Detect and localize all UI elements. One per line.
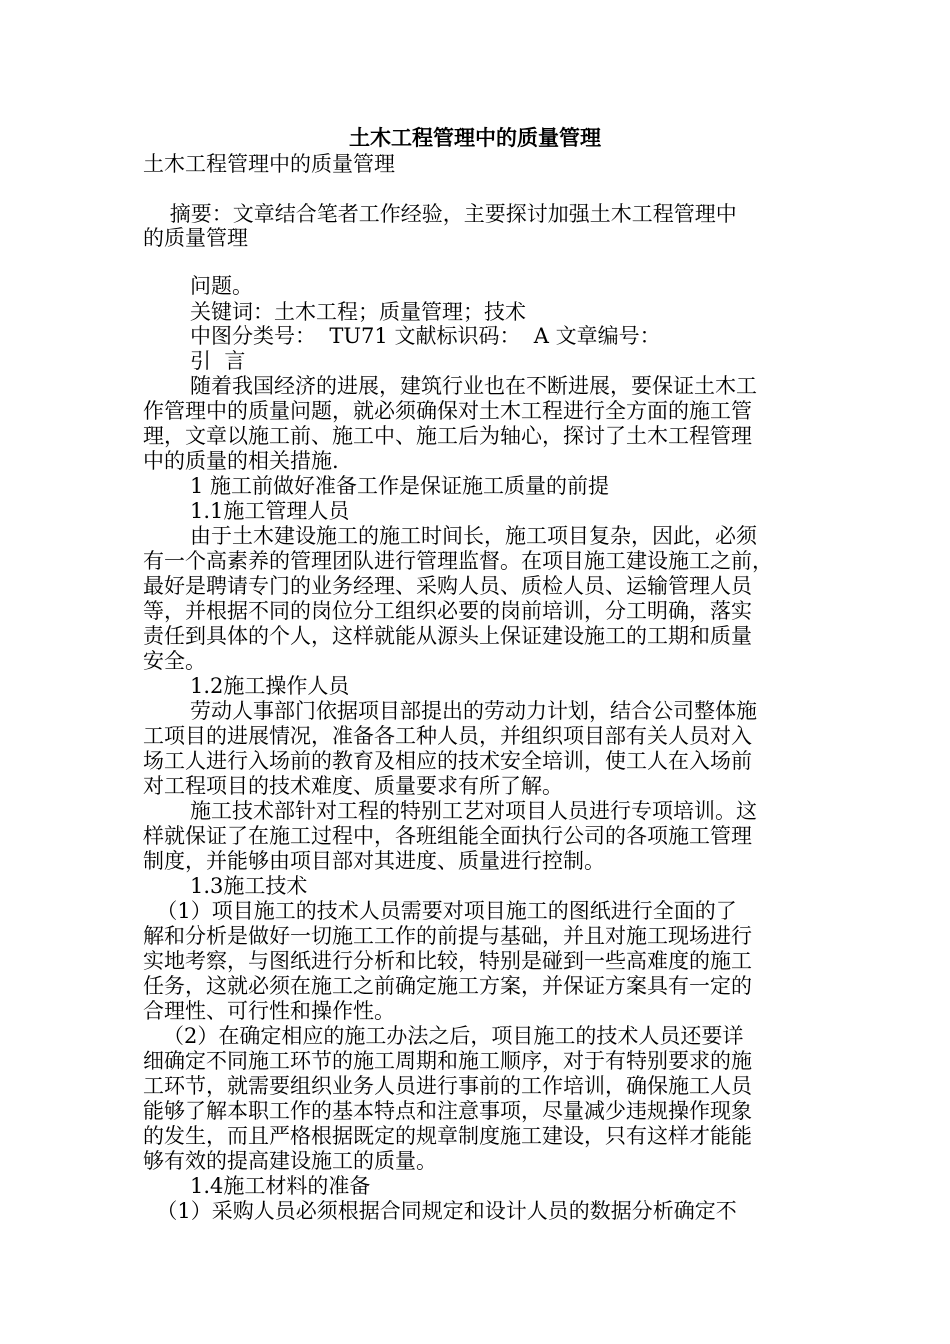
paragraph-line: 由于土木建设施工的施工时间长，施工项目复杂，因此，必须 [190, 524, 757, 548]
paragraph-line: 劳动人事部门依据项目部提出的劳动力计划，结合公司整体施 [190, 699, 757, 723]
paragraph-line: 场工人进行入场前的教育及相应的技术安全培训，使工人在入场前 [143, 749, 752, 773]
paragraph-line: （1）项目施工的技术人员需要对项目施工的图纸进行全面的了 [143, 899, 737, 923]
paragraph-line: 工项目的进展情况，准备各工种人员，并组织项目部有关人员对入 [143, 724, 752, 748]
section-heading: 1 施工前做好准备工作是保证施工质量的前提 [190, 474, 610, 498]
subtitle-line: 土木工程管理中的质量管理 [143, 152, 395, 176]
paragraph-line: 合理性、可行性和操作性。 [143, 999, 395, 1023]
paragraph-line: 对工程项目的技术难度、质量要求有所了解。 [143, 774, 563, 798]
document-title: 土木工程管理中的质量管理 [349, 125, 601, 150]
paragraph-line: 工环节，就需要组织业务人员进行事前的工作培训，确保施工人员 [143, 1074, 752, 1098]
paragraph-line: 等，并根据不同的岗位分工组织必要的岗前培训，分工明确，落实 [143, 599, 752, 623]
paragraph-line: 够有效的提高建设施工的质量。 [143, 1149, 437, 1173]
paragraph-line: 作管理中的质量问题，就必须确保对土木工程进行全方面的施工管 [143, 399, 752, 423]
subsection-heading: 1.3施工技术 [190, 874, 308, 898]
paragraph-line: 最好是聘请专门的业务经理、采购人员、质检人员、运输管理人员 [143, 574, 752, 598]
classification-line: 中图分类号： TU71 文献标识码： A 文章编号： [190, 324, 661, 348]
paragraph-line: 中的质量的相关措施. [143, 449, 339, 473]
paragraph-line: 能够了解本职工作的基本特点和注意事项，尽量减少违规操作现象 [143, 1099, 752, 1123]
paragraph-line: 制度，并能够由项目部对其进度、质量进行控制。 [143, 849, 605, 873]
subsection-heading: 1.2施工操作人员 [190, 674, 350, 698]
paragraph-line: 随着我国经济的进展，建筑行业也在不断进展，要保证土木工 [190, 374, 757, 398]
paragraph-line: 理，文章以施工前、施工中、施工后为轴心，探讨了土木工程管理 [143, 424, 752, 448]
paragraph-line: 施工技术部针对工程的特别工艺对项目人员进行专项培训。这 [190, 799, 757, 823]
section-heading: 引 言 [190, 349, 246, 373]
keywords-line: 关键词：土木工程；质量管理；技术 [190, 300, 526, 324]
abstract-line: 摘要：文章结合笔者工作经验，主要探讨加强土木工程管理中 [143, 202, 737, 226]
abstract-line: 问题。 [190, 274, 253, 298]
paragraph-line: 解和分析是做好一切施工工作的前提与基础，并且对施工现场进行 [143, 924, 752, 948]
paragraph-line: 有一个高素养的管理团队进行管理监督。在项目施工建设施工之前， [143, 549, 773, 573]
paragraph-line: （1）采购人员必须根据合同规定和设计人员的数据分析确定不 [143, 1199, 737, 1223]
abstract-line: 的质量管理 [143, 226, 248, 250]
subsection-heading: 1.4施工材料的准备 [190, 1174, 371, 1198]
subsection-heading: 1.1施工管理人员 [190, 499, 350, 523]
paragraph-line: 责任到具体的个人，这样就能从源头上保证建设施工的工期和质量 [143, 624, 752, 648]
paragraph-line: 样就保证了在施工过程中，各班组能全面执行公司的各项施工管理 [143, 824, 752, 848]
paragraph-line: 的发生，而且严格根据既定的规章制度施工建设，只有这样才能能 [143, 1124, 752, 1148]
paragraph-line: 安全。 [143, 649, 206, 673]
paragraph-line: 实地考察，与图纸进行分析和比较，特别是碰到一些高难度的施工 [143, 949, 752, 973]
paragraph-line: （2）在确定相应的施工办法之后，项目施工的技术人员还要详 [143, 1024, 744, 1048]
paragraph-line: 任务，这就必须在施工之前确定施工方案，并保证方案具有一定的 [143, 974, 752, 998]
paragraph-line: 细确定不同施工环节的施工周期和施工顺序，对于有特别要求的施 [143, 1049, 752, 1073]
